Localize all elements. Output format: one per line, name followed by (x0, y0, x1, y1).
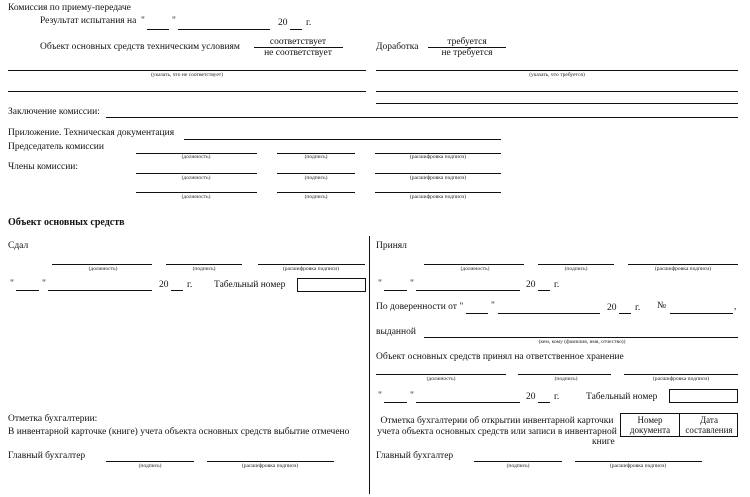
storage-decoding-line[interactable] (624, 374, 738, 375)
handed-quote-close: " (42, 279, 46, 289)
caption-decoding: (расшифровка подписи) (241, 463, 299, 469)
left-chief-signature-line[interactable] (106, 461, 194, 462)
caption-decoding: (расшифровка подписи) (282, 266, 340, 272)
member1-position-line[interactable] (136, 173, 257, 174)
poa-number-field[interactable] (670, 313, 733, 314)
accepted-decoding-line[interactable] (628, 264, 738, 265)
storage-tab-number-label: Табельный номер (586, 392, 658, 402)
accounting-mark-label: Отметка бухгалтерии: (8, 414, 98, 424)
complies-option[interactable]: соответствует (269, 37, 327, 47)
handed-quote-open: " (10, 279, 14, 289)
members-label: Члены комиссии: (8, 162, 79, 172)
caption-signature: (подпись) (192, 266, 216, 272)
storage-day-field[interactable] (384, 402, 407, 403)
right-chief-accountant-label: Главный бухгалтер (376, 451, 454, 461)
required-detail-line[interactable] (376, 70, 738, 71)
storage-quote-open: " (378, 391, 382, 401)
accounting-open-line3: книге (592, 437, 615, 447)
storage-year-suffix: г. (554, 392, 560, 402)
not-complies-option[interactable]: не соответствует (264, 48, 332, 58)
left-chief-accountant-label: Главный бухгалтер (8, 451, 86, 461)
storage-quote-close: " (410, 391, 414, 401)
date-quote-open: " (141, 16, 145, 26)
required-detail-line-3[interactable] (376, 103, 738, 104)
handed-signature-line[interactable] (166, 264, 242, 265)
caption-signature: (подпись) (564, 266, 588, 272)
poa-number-sign: № (657, 301, 667, 311)
caption-signature: (подпись) (506, 463, 530, 469)
issued-hint: (кем, кому (фамилия, имя, отчество)) (538, 339, 626, 345)
required-option[interactable]: требуется (447, 37, 487, 47)
caption-position: (должность) (181, 194, 211, 200)
accounting-open-line2: учета объекта основных средств или записи в инвентарной (377, 427, 617, 437)
member2-decoding-line[interactable] (375, 192, 501, 193)
not-complies-detail-line[interactable] (8, 70, 366, 71)
rework-label: Доработка (376, 42, 419, 52)
handed-tab-number-label: Табельный номер (214, 280, 286, 290)
hint-what-required: (указать, что требуется) (529, 72, 585, 78)
caption-decoding: (расшифровка подписи) (409, 175, 467, 181)
hint-what-not-complies: (указать, что не соответствует) (150, 72, 224, 78)
accounting-open-line1: Отметка бухгалтерии об открытии инвентарной карточки (380, 416, 614, 426)
caption-decoding: (расшифровка подписи) (609, 463, 667, 469)
commission-title: Комиссия по приему-передаче (8, 3, 131, 13)
date-quote-close: " (172, 16, 176, 26)
handed-position-line[interactable] (52, 264, 152, 265)
caption-decoding: (расшифровка подписи) (652, 376, 710, 382)
caption-position: (должность) (426, 376, 456, 382)
poa-day-field[interactable] (466, 313, 488, 314)
storage-month-field[interactable] (416, 402, 520, 403)
poa-year-field[interactable] (619, 313, 631, 314)
handed-over-label: Сдал (8, 241, 29, 251)
caption-signature: (подпись) (304, 175, 328, 181)
test-year-suffix: г. (306, 18, 312, 28)
handed-year-suffix: г. (187, 280, 193, 290)
issued-line[interactable] (424, 337, 738, 338)
member1-signature-line[interactable] (277, 173, 355, 174)
accepted-quote-close: " (410, 279, 414, 289)
caption-signature: (подпись) (554, 376, 578, 382)
caption-decoding: (расшифровка подписи) (409, 154, 467, 160)
accepted-year-suffix: г. (554, 280, 560, 290)
column-divider (369, 236, 370, 494)
object-section-title: Объект основных средств (8, 217, 125, 228)
handed-day-field[interactable] (16, 290, 39, 291)
handed-year-field[interactable] (171, 290, 183, 291)
accepted-quote-open: " (378, 279, 382, 289)
poa-year-suffix: г. (635, 303, 641, 313)
handed-decoding-line[interactable] (258, 264, 365, 265)
handed-tab-number-field[interactable] (297, 278, 366, 292)
poa-year-prefix: 20 (607, 303, 617, 313)
poa-label: По доверенности от " (376, 302, 464, 312)
test-day-field[interactable] (147, 29, 169, 30)
poa-comma: , (734, 302, 737, 312)
accepted-year-prefix: 20 (526, 280, 536, 290)
accepted-day-field[interactable] (384, 290, 407, 291)
member1-decoding-line[interactable] (375, 173, 501, 174)
caption-signature: (подпись) (138, 463, 162, 469)
accepted-year-field[interactable] (538, 290, 550, 291)
left-chief-decoding-line[interactable] (207, 461, 334, 462)
test-year-field[interactable] (290, 29, 302, 30)
doc-number-header: Номер документа (629, 415, 671, 435)
poa-quote-close: " (491, 301, 495, 311)
accepted-signature-line[interactable] (538, 264, 614, 265)
handed-year-prefix: 20 (159, 280, 169, 290)
attachment-label: Приложение. Техническая документация (8, 128, 175, 138)
caption-decoding: (расшифровка подписи) (654, 266, 712, 272)
storage-tab-number-field[interactable] (669, 389, 738, 403)
member2-position-line[interactable] (136, 192, 257, 193)
test-month-field[interactable] (178, 29, 270, 30)
conclusion-label: Заключение комиссии: (8, 107, 100, 117)
not-required-option[interactable]: не требуется (441, 48, 493, 58)
doc-date-header: Дата составления (685, 415, 733, 435)
card-disposal-note: В инвентарной карточке (книге) учета объекта основных средств выбытие отмечено (8, 427, 350, 437)
caption-signature: (подпись) (304, 154, 328, 160)
storage-year-field[interactable] (538, 402, 550, 403)
required-detail-line-2[interactable] (376, 91, 738, 92)
doc-info-table-divider (679, 413, 680, 437)
caption-position: (должность) (181, 175, 211, 181)
storage-position-line[interactable] (376, 374, 506, 375)
test-result-label: Результат испытания на (40, 16, 137, 26)
accepted-label: Принял (376, 241, 407, 251)
attachment-line[interactable] (184, 139, 501, 140)
responsible-storage-label: Объект основных средств принял на ответственное хранение (376, 352, 624, 362)
conclusion-line[interactable] (106, 117, 738, 118)
caption-position: (должность) (460, 266, 490, 272)
caption-decoding: (расшифровка подписи) (409, 194, 467, 200)
caption-signature: (подпись) (304, 194, 328, 200)
handed-month-field[interactable] (48, 290, 152, 291)
issued-label: выданной (376, 327, 416, 337)
chairman-label: Председатель комиссии (8, 142, 104, 152)
caption-position: (должность) (88, 266, 118, 272)
object-conditions-label: Объект основных средств техническим условиям (40, 42, 240, 52)
test-year-prefix: 20 (278, 18, 288, 28)
accepted-position-line[interactable] (424, 264, 524, 265)
not-complies-detail-line-2[interactable] (8, 91, 366, 92)
member2-signature-line[interactable] (277, 192, 355, 193)
poa-month-field[interactable] (498, 313, 600, 314)
storage-signature-line[interactable] (518, 374, 611, 375)
accepted-month-field[interactable] (416, 290, 520, 291)
right-chief-signature-line[interactable] (474, 461, 562, 462)
right-chief-decoding-line[interactable] (575, 461, 702, 462)
caption-position: (должность) (181, 154, 211, 160)
storage-year-prefix: 20 (526, 392, 536, 402)
